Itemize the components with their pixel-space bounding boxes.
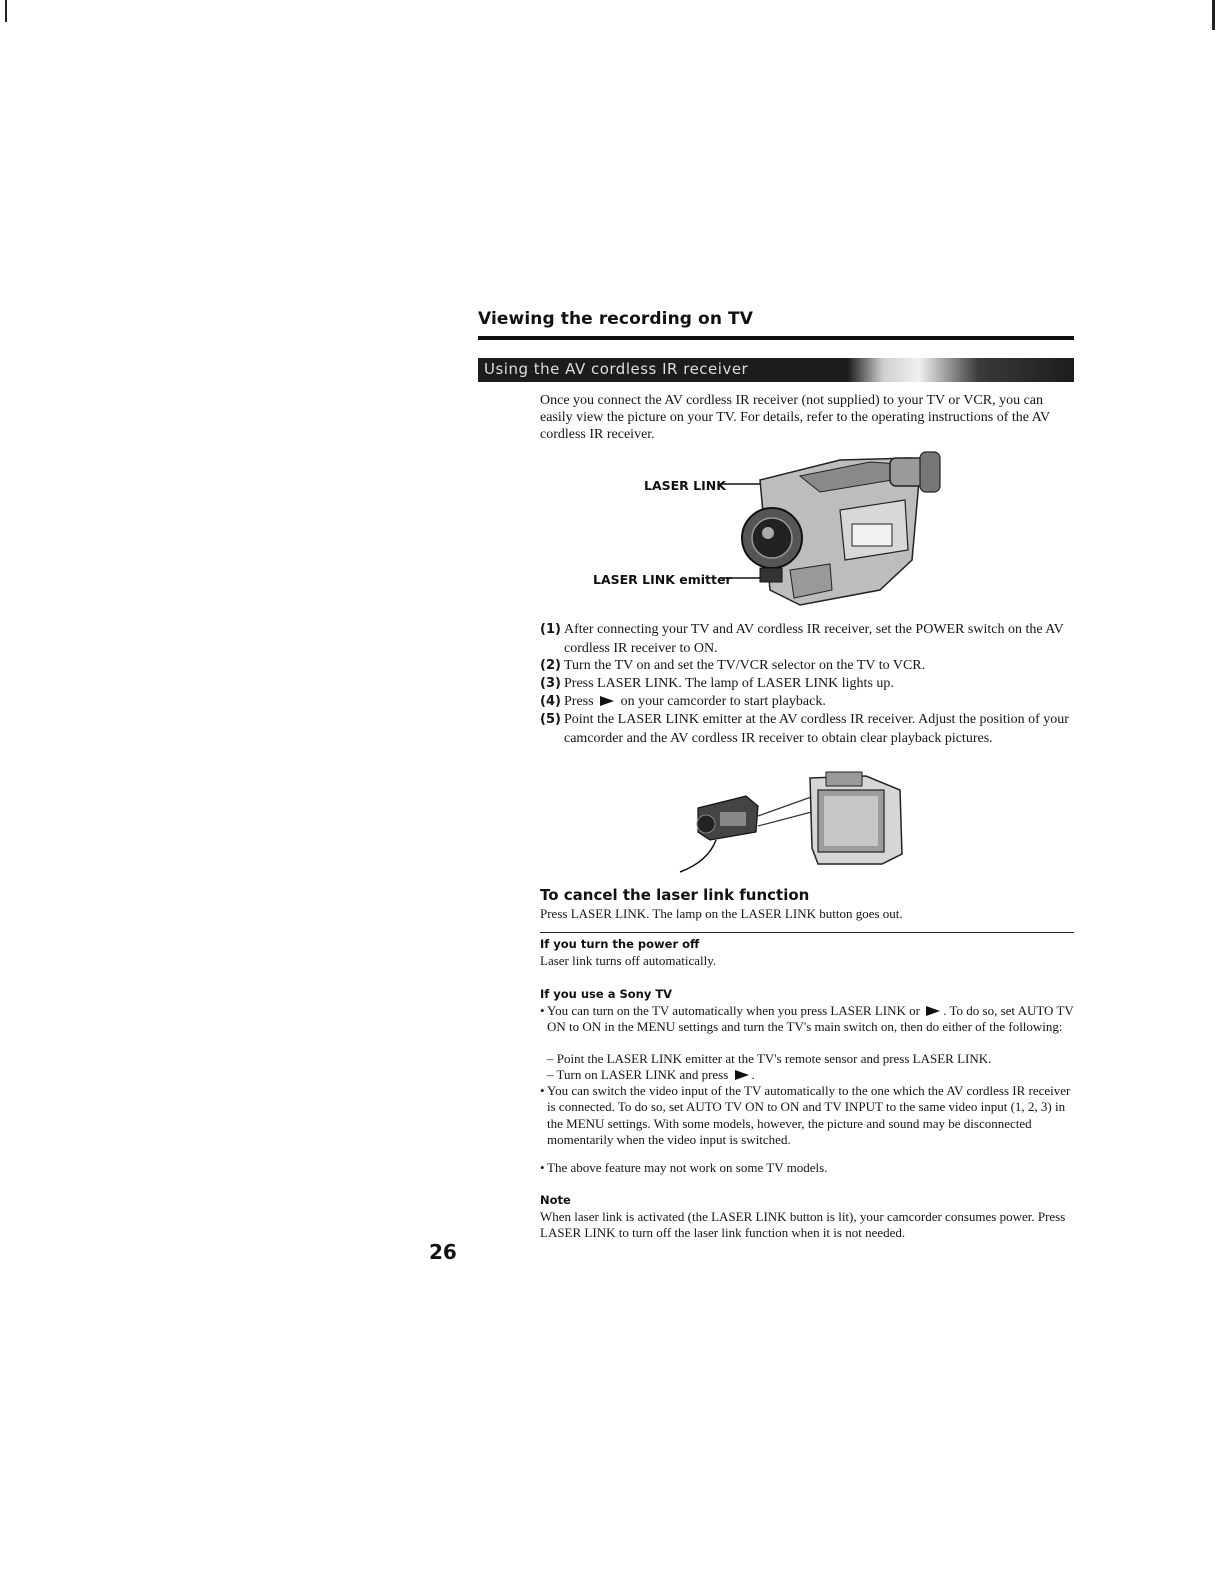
sony-tv-dash-1: – Point the LASER LINK emitter at the TV's remote sensor and press LASER LINK.	[547, 1051, 992, 1066]
sony-tv-bullet-2	[540, 1083, 1076, 1149]
scan-edge-mark-right	[1212, 0, 1215, 30]
bullet-text	[547, 1003, 1076, 1036]
sony-tv-dash-2	[547, 1067, 1077, 1083]
step-number: (4)	[540, 694, 561, 709]
step-text: After connecting your TV and AV cordless IR receiver, set the POWER switch on the AV cordless IR receiver to ON.	[564, 622, 1064, 656]
cancel-title: To cancel the laser link function	[540, 886, 810, 904]
step-number: (3)	[540, 676, 561, 691]
step-4	[540, 693, 1076, 712]
step-text	[564, 693, 1076, 712]
sony-tv-title: If you use a Sony TV	[540, 987, 673, 1001]
step-number: (5)	[540, 712, 561, 727]
cancel-text: Press LASER LINK. The lamp on the LASER LINK button goes out.	[540, 906, 903, 921]
bullet-text: You can switch the video input of the TV automatically to the one which the AV cordless IR receiver is connected. To do so, set AUTO TV ON to ON and TV INPUT to the same video input (1, 2, 3) in the MENU settings. With some models, however, the picture and sound may be disconnected momentarily when the video input is switched.	[547, 1083, 1071, 1148]
subheading-bar	[478, 358, 1074, 382]
play-icon	[926, 1006, 940, 1016]
play-icon	[735, 1070, 749, 1080]
power-off-title: If you turn the power off	[540, 937, 700, 951]
label-laser-link-emitter: LASER LINK emitter	[593, 572, 732, 587]
dash-text-post: .	[751, 1067, 755, 1082]
step-number: (2)	[540, 658, 561, 673]
power-off-text: Laser link turns off automatically.	[540, 953, 717, 968]
step-2	[540, 657, 1076, 676]
step-text: Point the LASER LINK emitter at the AV cordless IR receiver. Adjust the position of your camcorder and the AV cordless IR receiver to obtain clear playback pictures.	[564, 712, 1069, 746]
page-number: 26	[429, 1240, 457, 1264]
note-title: Note	[540, 1193, 571, 1207]
camcorder-to-tv-illustration	[676, 768, 912, 880]
divider	[540, 932, 1074, 933]
bullet-glyph: •	[540, 1083, 545, 1098]
step-1	[540, 621, 1076, 658]
step-text-pre: Press	[564, 694, 594, 709]
bullet-text-post: . To do so, set AUTO TV ON to ON in the MENU settings and turn the TV's main switch on, then do either of the following:	[547, 1003, 1074, 1035]
sony-tv-bullet-3	[540, 1160, 1076, 1176]
dash-text-pre: – Turn on LASER LINK and press	[547, 1067, 729, 1082]
sony-tv-bullet-1	[540, 1003, 1076, 1036]
label-laser-link: LASER LINK	[644, 478, 726, 493]
step-3	[540, 675, 1076, 694]
step-text: Turn the TV on and set the TV/VCR selector on the TV to VCR.	[564, 658, 926, 673]
title-rule	[478, 336, 1074, 340]
step-text-post: on your camcorder to start playback.	[620, 694, 826, 709]
step-5	[540, 711, 1076, 748]
note-text: When laser link is activated (the LASER LINK button is lit), your camcorder consumes power. Press LASER LINK to turn off the laser link function when it is not needed.	[540, 1209, 1066, 1241]
play-icon	[600, 696, 614, 706]
scan-edge-mark-left	[5, 0, 7, 22]
subheading: Using the AV cordless IR receiver	[484, 360, 749, 378]
bullet-text: The above feature may not work on some TV models.	[547, 1160, 828, 1175]
bullet-text-pre: You can turn on the TV automatically when you press LASER LINK or	[547, 1003, 920, 1018]
section-title: Viewing the recording on TV	[478, 309, 754, 329]
bullet-glyph: •	[540, 1003, 545, 1018]
camcorder-illustration	[720, 440, 950, 610]
step-number: (1)	[540, 622, 561, 637]
intro-paragraph: Once you connect the AV cordless IR receiver (not supplied) to your TV or VCR, you can easily view the picture on your TV. For details, refer to the operating instructions of the AV cordless IR receiver.	[540, 393, 1050, 442]
step-text: Press LASER LINK. The lamp of LASER LINK lights up.	[564, 676, 894, 691]
bullet-glyph: •	[540, 1160, 545, 1175]
